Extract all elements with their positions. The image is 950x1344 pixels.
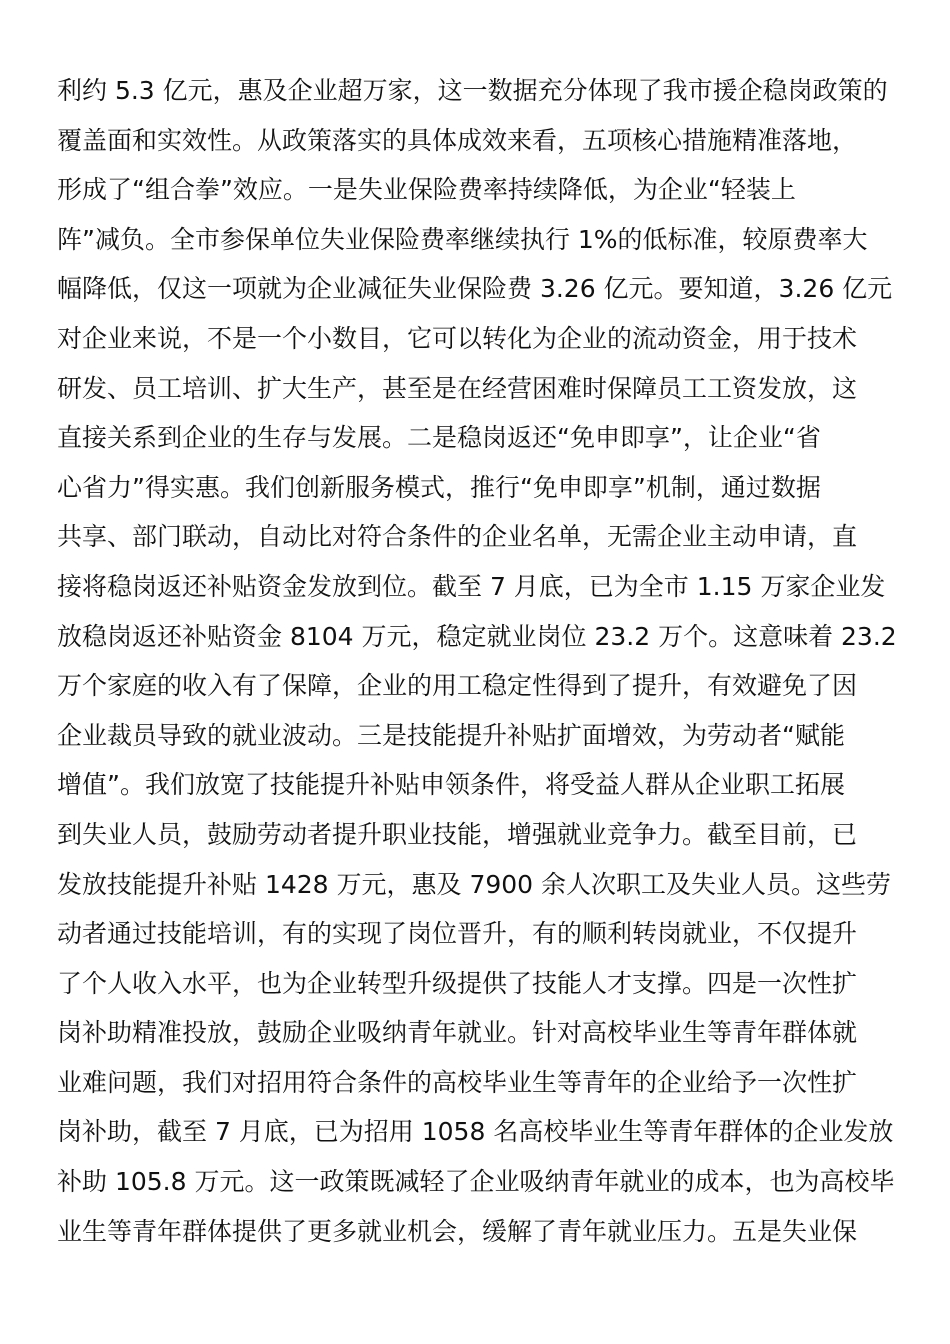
text-line-13: 万个家庭的收入有了保障，企业的用工稳定性得到了提升，有效避免了因 [57,671,858,701]
text-line-24: 业生等青年群体提供了更多就业机会，缓解了青年就业压力。五是失业保 [57,1216,858,1246]
text-line-5: 幅降低，仅这一项就为企业减征失业保险费 3.26 亿元。要知道，3.26 亿元 [57,274,893,304]
text-line-6: 对企业来说，不是一个小数目，它可以转化为企业的流动资金，用于技术 [57,323,858,353]
text-line-1: 利约 5.3 亿元，惠及企业超万家，这一数据充分体现了我市援企稳岗政策的 [57,76,888,105]
text-line-21: 业难问题，我们对招用符合条件的高校毕业生等青年的企业给予一次性扩 [57,1067,858,1097]
text-line-9: 心省力”得实惠。我们创新服务模式，推行“免申即享”机制，通过数据 [57,472,821,502]
body-text [57,66,897,1256]
text-line-12: 放稳岗返还补贴资金 8104 万元，稳定就业岗位 23.2 万个。这意味着 23.2 [57,621,897,651]
text-line-7: 研发、员工培训、扩大生产，甚至是在经营困难时保障员工工资发放，这 [57,373,858,403]
text-line-8: 直接关系到企业的生存与发展。二是稳岗返还“免申即享”，让企业“省 [57,423,821,453]
text-line-22: 岗补助，截至 7 月底，已为招用 1058 名高校毕业生等青年群体的企业发放 [57,1117,894,1147]
text-line-3: 形成了“组合拳”效应。一是失业保险费率持续降低，为企业“轻装上 [57,175,796,205]
text-line-15: 增值”。我们放宽了技能提升补贴申领条件，将受益人群从企业职工拓展 [57,770,845,800]
text-line-17: 发放技能提升补贴 1428 万元，惠及 7900 余人次职工及失业人员。这些劳 [57,869,892,899]
text-line-20: 岗补助精准投放，鼓励企业吸纳青年就业。针对高校毕业生等青年群体就 [57,1018,858,1048]
text-line-18: 动者通过技能培训，有的实现了岗位晋升，有的顺利转岗就业，不仅提升 [57,919,858,949]
text-line-4: 阵”减负。全市参保单位失业保险费率继续执行 1%的低标准，较原费率大 [57,224,868,254]
text-line-19: 了个人收入水平，也为企业转型升级提供了技能人才支撑。四是一次性扩 [57,968,858,998]
text-line-11: 接将稳岗返还补贴资金发放到位。截至 7 月底，已为全市 1.15 万家企业发 [57,571,886,601]
text-line-23: 补助 105.8 万元。这一政策既减轻了企业吸纳青年就业的成本，也为高校毕 [57,1167,895,1197]
text-line-2: 覆盖面和实效性。从政策落实的具体成效来看，五项核心措施精准落地， [57,125,858,155]
text-line-16: 到失业人员，鼓励劳动者提升职业技能，增强就业竞争力。截至目前，已 [57,819,858,849]
text-line-10: 共享、部门联动，自动比对符合条件的企业名单，无需企业主动申请，直 [57,522,858,552]
text-line-14: 企业裁员导致的就业波动。三是技能提升补贴扩面增效，为劳动者“赋能 [57,720,845,750]
